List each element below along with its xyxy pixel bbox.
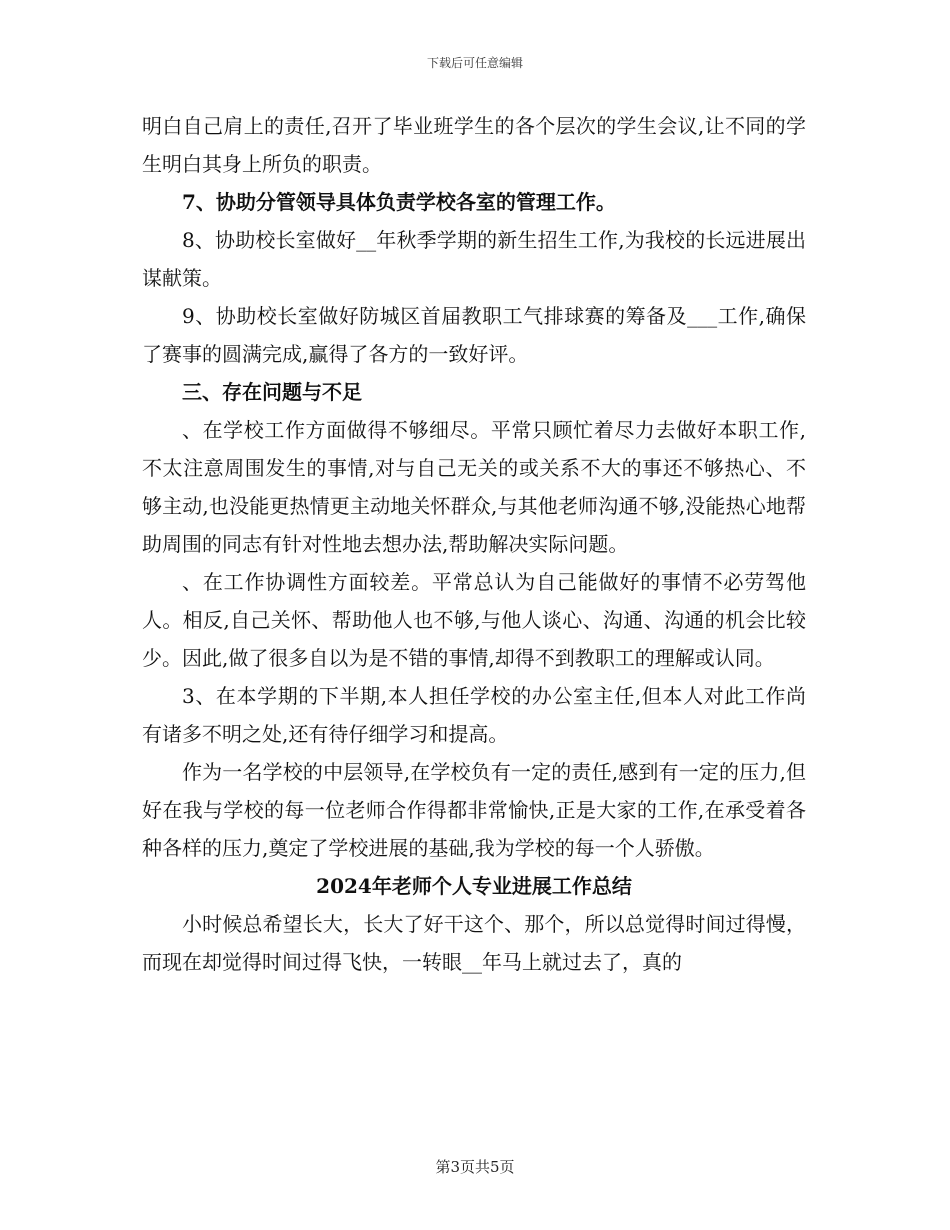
list-item-7: 7、协助分管领导具体负责学校各室的管理工作。 bbox=[182, 190, 616, 214]
article-intro-paragraph: 小时候总希望长大，长大了好干这个、那个，所以总觉得时间过得慢，而现在却觉得时间过得飞快，一转眼__年马上就过去了，真的 bbox=[142, 912, 806, 974]
closing-paragraph: 作为一名学校的中层领导,在学校负有一定的责任,感到有一定的压力,但好在我与学校的每一位老师合作得都非常愉快,正是大家的工作,在承受着各种各样的压力,奠定了学校进展的基础,我为学校的每一个人骄傲。 bbox=[142, 760, 806, 860]
paragraph-continuation: 明白自己肩上的责任,召开了毕业班学生的各个层次的学生会议,让不同的学生明白其身上所负的职责。 bbox=[142, 114, 806, 176]
page-number: 第3页共5页 bbox=[435, 1158, 515, 1176]
list-item-8: 8、协助校长室做好__年秋季学期的新生招生工作,为我校的长远进展出谋献策。 bbox=[142, 228, 806, 290]
article-title: 2024年老师个人专业进展工作总结 bbox=[316, 874, 632, 898]
problem-item-1: 、在学校工作方面做得不够细尽。平常只顾忙着尽力去做好本职工作,不太注意周围发生的事情,对与自己无关的或关系不大的事还不够热心、不够主动,也没能更热情更主动地关怀群众,与其他老师沟通不够,没能热心地帮助周围的同志有针对性地去想办法,帮助解决实际问题。 bbox=[142, 418, 806, 556]
problem-item-2: 、在工作协调性方面较差。平常总认为自己能做好的事情不必劳驾他人。相反,自己关怀、帮助他人也不够,与他人谈心、沟通、沟通的机会比较少。因此,做了很多自以为是不错的事情,却得不到教职工的理解或认同。 bbox=[142, 570, 806, 670]
page-header: 下载后可任意编辑 bbox=[426, 56, 523, 70]
list-item-9: 9、协助校长室做好防城区首届教职工气排球赛的筹备及___工作,确保了赛事的圆满完成,赢得了各方的一致好评。 bbox=[142, 304, 806, 366]
problem-item-3: 3、在本学期的下半期,本人担任学校的办公室主任,但本人对此工作尚有诸多不明之处,还有待仔细学习和提高。 bbox=[142, 684, 806, 746]
section-heading-problems: 三、存在问题与不足 bbox=[182, 380, 362, 404]
document-body bbox=[142, 107, 806, 981]
